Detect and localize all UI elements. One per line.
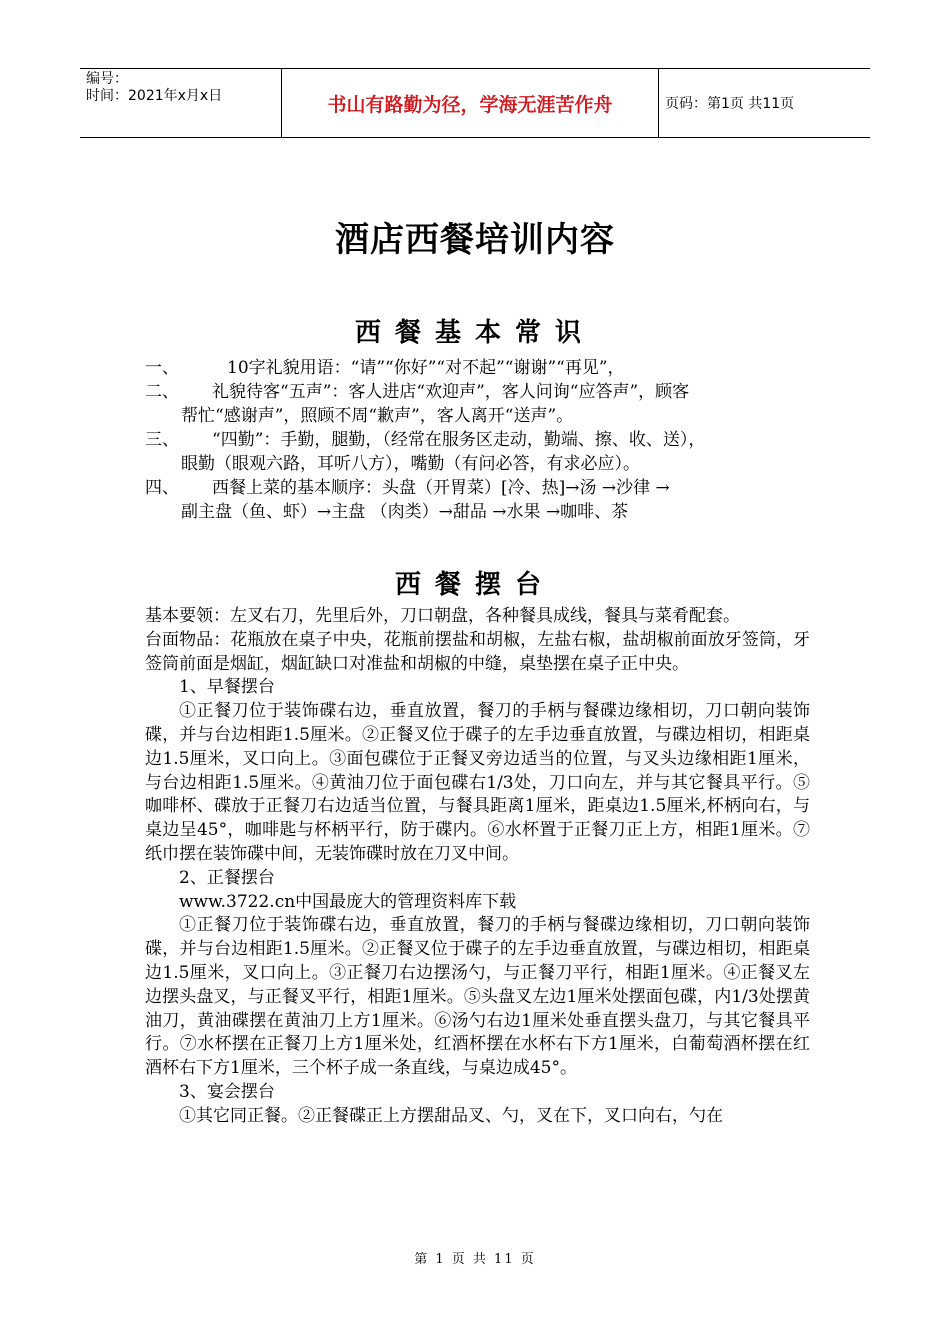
paragraph: ①其它同正餐。②正餐碟正上方摆甜品叉、勺，叉在下，叉口向右，勺在 [179, 1105, 723, 1126]
list-text: 礼貌待客“五声”：客人进店“欢迎声”，客人问询“应答声”，顾客 [212, 382, 690, 402]
number-label: 编号： [86, 71, 128, 87]
list-number: 三、 [145, 430, 179, 450]
paragraph: 基本要领：左叉右刀，先里后外，刀口朝盘，各种餐具成线，餐具与菜肴配套。 [145, 606, 740, 626]
table-setting-body [145, 605, 810, 1129]
list-text: “四勤”：手勤，腿勤，（经常在服务区走动，勤端、擦、收、送）， [212, 430, 706, 450]
list-continuation: 帮忙“感谢声”，照顾不周“歉声”，客人离开“送声”。 [181, 406, 574, 426]
paragraph: 台面物品：花瓶放在桌子中央，花瓶前摆盐和胡椒，左盐右椒，盐胡椒前面放牙签筒，牙签筒前面是烟缸，烟缸缺口对准盐和胡椒的中缝，桌垫摆在桌子正中央。 [145, 629, 810, 674]
header-left-cell [80, 69, 282, 137]
list-number: 一、 [145, 358, 179, 378]
list-item [145, 380, 810, 428]
basics-list [145, 356, 810, 524]
list-item [145, 356, 810, 380]
section-title-table-setting: 西餐摆台 [394, 570, 555, 600]
list-continuation: 眼勤（眼观六路，耳听八方），嘴勤（有问必答，有求必应）。 [181, 454, 640, 474]
time-label: 时间：2021年x月x日 [86, 88, 223, 104]
list-number: 二、 [145, 382, 179, 402]
list-item [145, 476, 810, 524]
page-info: 页码：第1页 共11页 [665, 96, 795, 112]
paragraph: www.3722.cn中国最庞大的管理资料库下载 [179, 891, 517, 912]
paragraph: ①正餐刀位于装饰碟右边，垂直放置，餐刀的手柄与餐碟边缘相切，刀口朝向装饰碟，并与台边相距1.5厘米。②正餐叉位于碟子的左手边垂直放置，与碟边相切，相距桌边1.5厘米，叉口向上。③面包碟位于正餐叉旁边适当的位置，与叉头边缘相距1厘米，与台边相距1.5厘米。④黄油刀位于面包碟右1/3处，刀口向左，并与其它餐具平行。⑤咖啡杯、碟放于正餐刀右边适当位置，与餐具距离1厘米，距桌边1.5厘米,杯柄向右，与桌边呈45°，咖啡匙与杯柄平行，防于碟内。⑥水杯置于正餐刀正上方，相距1厘米。⑦纸巾摆在装饰碟中间，无装饰碟时放在刀叉中间。 [145, 701, 810, 864]
subheading: 2、正餐摆台 [179, 867, 275, 888]
document-title: 酒店西餐培训内容 [335, 220, 615, 260]
list-item [145, 428, 810, 476]
list-number: 四、 [145, 478, 179, 498]
section-title-basics: 西餐基本常识 [354, 318, 595, 348]
subheading: 1、早餐摆台 [179, 677, 275, 698]
list-text: 10字礼貌用语：“请”“你好”“对不起”“谢谢”“再见”， [227, 358, 625, 378]
page-footer: 第 1 页 共 11 页 [414, 1252, 536, 1267]
header-table [80, 68, 870, 138]
list-text: 西餐上菜的基本顺序：头盘（开胃菜）[冷、热]→汤 →沙律 → [212, 478, 670, 498]
subheading: 3、宴会摆台 [179, 1081, 275, 1102]
list-continuation: 副主盘（鱼、虾）→主盘 （肉类）→甜品 →水果 →咖啡、茶 [181, 502, 629, 522]
motto: 书山有路勤为径，学海无涯苦作舟 [282, 69, 659, 137]
paragraph: ①正餐刀位于装饰碟右边，垂直放置，餐刀的手柄与餐碟边缘相切，刀口朝向装饰碟，并与台边相距1.5厘米。②正餐叉位于碟子的左手边垂直放置，与碟边相切，相距桌边1.5厘米，叉口向上。③正餐刀右边摆汤勺，与正餐刀平行，相距1厘米。④正餐叉左边摆头盘叉，与正餐叉平行，相距1厘米。⑤头盘叉左边1厘米处摆面包碟，内1/3处摆黄油刀，黄油碟摆在黄油刀上方1厘米。⑥汤勺右边1厘米处垂直摆头盘刀，与其它餐具平行。⑦水杯摆在正餐刀上方1厘米处，红酒杯摆在水杯右下方1厘米，白葡萄酒杯摆在红酒杯右下方1厘米，三个杯子成一条直线，与桌边成45°。 [145, 915, 810, 1079]
